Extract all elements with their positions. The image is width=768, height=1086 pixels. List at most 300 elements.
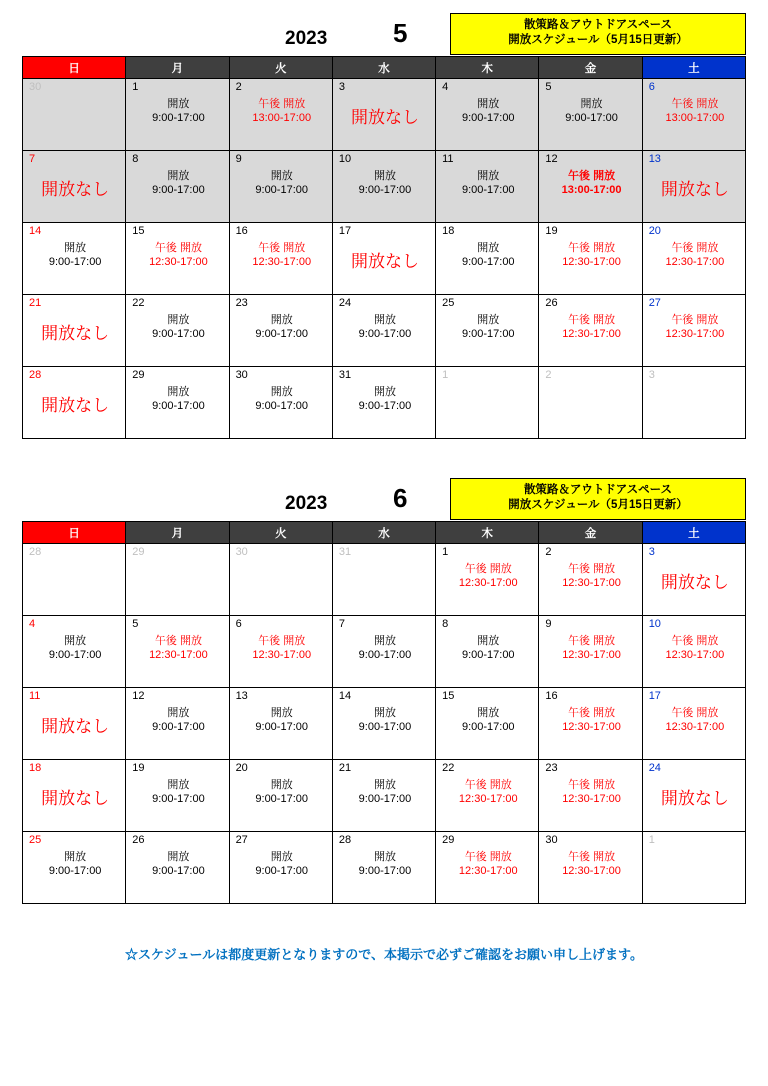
calendar-day-cell — [229, 688, 332, 760]
calendar-week-row — [23, 688, 746, 760]
calendar-week-row — [23, 151, 746, 223]
calendar-day-cell — [332, 295, 435, 367]
closed-label: 開放なし — [660, 180, 729, 199]
calendar-week-row — [23, 79, 746, 151]
weekday-header-5: 金 — [539, 57, 642, 79]
day-number: 20 — [648, 225, 661, 237]
day-number: 30 — [235, 369, 248, 381]
open-hours — [442, 169, 534, 198]
open-hours — [132, 634, 224, 663]
day-number: 1 — [648, 834, 655, 846]
calendar-spacer — [22, 439, 746, 465]
calendar-day-cell — [229, 295, 332, 367]
open-hours-line1: 開放 — [167, 98, 190, 110]
day-number: 24 — [648, 762, 661, 774]
day-number: 18 — [29, 762, 42, 774]
open-hours — [545, 850, 637, 879]
open-hours — [649, 706, 741, 735]
open-hours-line2: 9:00-17:00 — [565, 112, 618, 125]
day-number: 16 — [235, 225, 248, 237]
day-number: 30 — [235, 546, 248, 558]
open-hours-line1: 開放 — [373, 779, 396, 791]
open-hours-line2: 13:00-17:00 — [252, 112, 312, 125]
day-number: 11 — [29, 690, 41, 702]
weekday-header-6: 土 — [642, 522, 745, 544]
open-hours-line1: 開放 — [580, 98, 603, 110]
day-number: 2 — [235, 81, 242, 93]
open-hours — [29, 241, 121, 270]
open-hours-line2: 9:00-17:00 — [358, 184, 412, 197]
day-number: 26 — [132, 834, 145, 846]
day-number: 28 — [338, 834, 352, 846]
calendar-day-cell — [539, 223, 642, 295]
calendar-day-cell — [126, 616, 229, 688]
open-hours — [339, 385, 431, 414]
footnote-text: ☆スケジュールは都度更新となりますので、本掲示で必ずご確認をお願い申し上げます。 — [125, 947, 643, 962]
day-number: 1 — [132, 81, 139, 93]
calendar-day-cell — [126, 688, 229, 760]
calendar-day-cell — [23, 79, 126, 151]
calendar-day-cell — [539, 151, 642, 223]
open-hours-line2: 9:00-17:00 — [152, 184, 205, 197]
day-number: 22 — [132, 297, 145, 309]
calendar-table-june — [22, 521, 746, 904]
open-hours-line1: 開放 — [270, 386, 293, 398]
open-hours — [649, 97, 741, 126]
calendar-day-cell — [436, 760, 539, 832]
open-hours — [339, 169, 431, 198]
day-number: 27 — [648, 297, 661, 309]
calendar-week-row — [23, 295, 746, 367]
open-hours-line1: 開放 — [270, 779, 293, 791]
open-hours-line1: 開放 — [373, 170, 396, 182]
calendar-day-cell — [23, 688, 126, 760]
open-hours — [236, 169, 328, 198]
open-hours — [339, 313, 431, 342]
calendar-day-cell — [332, 223, 435, 295]
day-number: 26 — [545, 297, 558, 309]
day-number: 8 — [442, 618, 449, 630]
calendar-week-row — [23, 832, 746, 904]
open-hours-line2: 9:00-17:00 — [152, 112, 205, 125]
calendar-day-cell — [229, 223, 332, 295]
open-hours-line1: 午後 開放 — [568, 563, 616, 575]
open-hours-line2: 12:30-17:00 — [458, 865, 518, 878]
open-hours — [236, 706, 328, 735]
open-hours-line2: 12:30-17:00 — [665, 328, 725, 341]
open-hours — [442, 706, 534, 735]
weekday-header-row — [23, 57, 746, 79]
day-number: 30 — [545, 834, 558, 846]
weekday-header-4: 木 — [436, 57, 539, 79]
open-hours-line1: 午後 開放 — [464, 851, 512, 863]
day-number: 15 — [442, 690, 455, 702]
calendar-day-cell — [642, 367, 745, 439]
open-hours — [339, 850, 431, 879]
open-hours-line2: 9:00-17:00 — [255, 184, 308, 197]
open-hours-line1: 開放 — [270, 314, 293, 326]
calendar-day-cell — [126, 832, 229, 904]
open-hours-line1: 開放 — [373, 314, 396, 326]
open-hours-line2: 12:30-17:00 — [252, 256, 312, 269]
calendar-day-cell — [436, 544, 539, 616]
open-hours-line2: 9:00-17:00 — [358, 400, 412, 413]
day-number: 4 — [29, 618, 36, 630]
open-hours — [339, 706, 431, 735]
open-hours-line1: 開放 — [167, 779, 190, 791]
open-hours — [132, 706, 224, 735]
year-label-may: 2023 — [285, 28, 328, 49]
calendar-day-cell — [332, 688, 435, 760]
open-hours-line1: 午後 開放 — [671, 242, 719, 254]
open-hours-line1: 午後 開放 — [568, 779, 616, 791]
open-hours-line2: 9:00-17:00 — [461, 184, 515, 197]
open-hours — [442, 313, 534, 342]
closed-label: 開放なし — [41, 717, 110, 736]
day-number: 19 — [132, 762, 145, 774]
open-hours-line1: 開放 — [270, 707, 293, 719]
day-number: 25 — [29, 834, 42, 846]
day-number: 5 — [132, 618, 139, 630]
day-number: 21 — [338, 762, 352, 774]
open-hours — [236, 634, 328, 663]
open-hours-line2: 13:00-17:00 — [561, 184, 622, 197]
calendar-day-cell — [539, 367, 642, 439]
open-hours — [132, 97, 224, 126]
open-hours — [339, 634, 431, 663]
open-hours — [339, 778, 431, 807]
calendar-day-cell — [436, 367, 539, 439]
calendar-day-cell — [229, 544, 332, 616]
calendar-day-cell — [642, 544, 745, 616]
open-hours — [545, 241, 637, 270]
open-hours — [132, 778, 224, 807]
open-hours — [236, 385, 328, 414]
open-hours-line2: 12:30-17:00 — [562, 865, 621, 878]
open-hours — [442, 634, 534, 663]
calendar-week-row — [23, 367, 746, 439]
calendar-day-cell — [126, 544, 229, 616]
calendar-day-cell — [229, 367, 332, 439]
open-hours-line2: 9:00-17:00 — [48, 865, 102, 878]
calendar-day-cell — [642, 223, 745, 295]
open-hours-line2: 9:00-17:00 — [255, 400, 308, 413]
day-number: 6 — [235, 618, 242, 630]
weekday-header-3: 水 — [332, 57, 435, 79]
day-number: 18 — [442, 225, 455, 237]
calendar-day-cell — [332, 760, 435, 832]
open-hours — [545, 706, 637, 735]
open-hours-line2: 12:30-17:00 — [665, 721, 725, 734]
open-hours — [545, 778, 637, 807]
calendar-day-cell — [23, 151, 126, 223]
day-number: 9 — [545, 618, 552, 630]
open-hours-line2: 9:00-17:00 — [255, 865, 308, 878]
day-number: 13 — [235, 690, 248, 702]
open-hours — [236, 241, 328, 270]
day-number: 25 — [442, 297, 455, 309]
open-hours-line1: 開放 — [477, 242, 500, 254]
open-hours-line2: 9:00-17:00 — [461, 721, 515, 734]
open-hours-line1: 午後 開放 — [671, 98, 719, 110]
calendar-day-cell — [23, 295, 126, 367]
open-hours-line1: 午後 開放 — [258, 635, 306, 647]
open-hours-line2: 9:00-17:00 — [152, 721, 205, 734]
banner-line-1: 散策路＆アウトドアスペース — [523, 18, 673, 31]
calendar-day-cell — [126, 223, 229, 295]
open-hours — [442, 562, 534, 591]
calendar-day-cell — [436, 688, 539, 760]
open-hours-line1: 開放 — [64, 242, 87, 254]
open-hours-line1: 開放 — [167, 314, 190, 326]
open-hours — [132, 241, 224, 270]
open-hours-line1: 開放 — [167, 851, 190, 863]
day-number: 17 — [338, 225, 352, 237]
calendar-day-cell — [539, 832, 642, 904]
open-hours — [545, 562, 637, 591]
open-hours-line1: 午後 開放 — [154, 242, 202, 254]
day-number: 14 — [338, 690, 352, 702]
open-hours-line1: 開放 — [477, 170, 500, 182]
open-hours-line2: 9:00-17:00 — [358, 793, 412, 806]
calendar-day-cell — [436, 223, 539, 295]
open-hours-line1: 開放 — [477, 98, 500, 110]
day-number: 11 — [442, 153, 454, 165]
calendar-day-cell — [642, 760, 745, 832]
open-hours-line1: 開放 — [477, 707, 500, 719]
open-hours-line1: 開放 — [373, 707, 396, 719]
banner-line-1: 散策路＆アウトドアスペース — [523, 483, 673, 496]
day-number: 15 — [132, 225, 145, 237]
day-number: 3 — [648, 369, 655, 381]
weekday-header-5: 金 — [539, 522, 642, 544]
calendar-day-cell — [332, 616, 435, 688]
calendar-day-cell — [23, 367, 126, 439]
calendar-day-cell — [332, 151, 435, 223]
open-hours-line1: 午後 開放 — [258, 242, 306, 254]
open-hours-line1: 午後 開放 — [568, 170, 616, 182]
open-hours-line1: 午後 開放 — [568, 242, 616, 254]
open-hours-line1: 午後 開放 — [568, 314, 616, 326]
open-hours-line1: 開放 — [167, 386, 190, 398]
closed-label: 開放なし — [41, 180, 110, 199]
calendar-day-cell — [126, 151, 229, 223]
open-hours-line2: 9:00-17:00 — [358, 721, 412, 734]
day-number: 3 — [648, 546, 655, 558]
calendar-header-may — [22, 0, 746, 56]
open-hours-line2: 9:00-17:00 — [255, 721, 308, 734]
open-hours — [442, 850, 534, 879]
weekday-header-2: 火 — [229, 522, 332, 544]
open-hours — [236, 778, 328, 807]
calendar-day-cell — [23, 616, 126, 688]
day-number: 2 — [545, 546, 552, 558]
open-hours-line2: 12:30-17:00 — [149, 649, 208, 662]
calendar-day-cell — [23, 223, 126, 295]
calendar-day-cell — [332, 832, 435, 904]
closed-label: 開放なし — [41, 324, 110, 343]
open-hours-line2: 12:30-17:00 — [562, 328, 621, 341]
calendar-day-cell — [539, 295, 642, 367]
open-hours-line2: 13:00-17:00 — [665, 112, 725, 125]
calendar-day-cell — [126, 367, 229, 439]
open-hours-line2: 12:30-17:00 — [562, 721, 621, 734]
open-hours-line2: 12:30-17:00 — [252, 649, 312, 662]
open-hours-line2: 9:00-17:00 — [255, 328, 308, 341]
open-hours-line2: 9:00-17:00 — [152, 865, 205, 878]
closed-label: 開放なし — [350, 252, 419, 271]
weekday-header-0: 日 — [23, 57, 126, 79]
day-number: 23 — [545, 762, 558, 774]
day-number: 7 — [338, 618, 345, 630]
day-number: 10 — [648, 618, 661, 630]
open-hours — [649, 634, 741, 663]
open-hours-line2: 12:30-17:00 — [562, 793, 621, 806]
day-number: 23 — [235, 297, 248, 309]
calendar-day-cell — [436, 151, 539, 223]
open-hours-line2: 9:00-17:00 — [152, 328, 205, 341]
calendar-week-row — [23, 223, 746, 295]
calendar-day-cell — [436, 616, 539, 688]
open-hours-line2: 12:30-17:00 — [458, 793, 518, 806]
open-hours-line1: 開放 — [167, 707, 190, 719]
open-hours-line1: 開放 — [167, 170, 190, 182]
open-hours-line1: 開放 — [373, 635, 396, 647]
day-number: 10 — [338, 153, 352, 165]
day-number: 16 — [545, 690, 558, 702]
year-label-june: 2023 — [285, 493, 328, 514]
day-number: 6 — [648, 81, 655, 93]
day-number: 12 — [545, 153, 558, 165]
calendar-week-row — [23, 544, 746, 616]
open-hours-line1: 開放 — [64, 635, 87, 647]
day-number: 13 — [648, 153, 661, 165]
schedule-banner-june — [450, 478, 746, 520]
open-hours — [545, 169, 637, 198]
open-hours — [649, 313, 741, 342]
open-hours — [236, 313, 328, 342]
calendar-day-cell — [229, 79, 332, 151]
open-hours — [236, 850, 328, 879]
open-hours-line1: 午後 開放 — [568, 851, 616, 863]
month-label-may: 5 — [393, 18, 408, 48]
open-hours — [132, 169, 224, 198]
closed-label: 開放なし — [660, 789, 729, 808]
open-hours-line2: 9:00-17:00 — [358, 649, 412, 662]
day-number: 28 — [29, 369, 42, 381]
weekday-header-3: 水 — [332, 522, 435, 544]
day-number: 31 — [338, 369, 352, 381]
calendar-day-cell — [229, 760, 332, 832]
open-hours-line2: 9:00-17:00 — [461, 328, 515, 341]
weekday-header-row — [23, 522, 746, 544]
open-hours-line1: 午後 開放 — [154, 635, 202, 647]
closed-label: 開放なし — [41, 789, 110, 808]
open-hours — [442, 97, 534, 126]
open-hours-line1: 午後 開放 — [568, 707, 616, 719]
schedule-banner-may — [450, 13, 746, 55]
open-hours-line1: 開放 — [270, 170, 293, 182]
day-number: 3 — [338, 81, 345, 93]
day-number: 14 — [29, 225, 42, 237]
calendar-day-cell — [539, 544, 642, 616]
open-hours — [29, 634, 121, 663]
open-hours-line1: 開放 — [477, 635, 500, 647]
closed-label: 開放なし — [660, 573, 729, 592]
calendar-week-row — [23, 616, 746, 688]
open-hours — [132, 385, 224, 414]
calendar-day-cell — [332, 544, 435, 616]
calendar-day-cell — [23, 832, 126, 904]
calendar-day-cell — [23, 544, 126, 616]
open-hours-line1: 開放 — [373, 851, 396, 863]
open-hours-line2: 12:30-17:00 — [458, 577, 518, 590]
day-number: 7 — [29, 153, 36, 165]
open-hours — [442, 241, 534, 270]
day-number: 2 — [545, 369, 552, 381]
weekday-header-1: 月 — [126, 522, 229, 544]
open-hours-line2: 9:00-17:00 — [152, 400, 205, 413]
day-number: 9 — [235, 153, 242, 165]
open-hours-line2: 9:00-17:00 — [48, 256, 102, 269]
calendar-header-june — [22, 465, 746, 521]
open-hours-line2: 9:00-17:00 — [461, 112, 515, 125]
open-hours-line2: 12:30-17:00 — [562, 649, 621, 662]
weekday-header-6: 土 — [642, 57, 745, 79]
open-hours-line2: 9:00-17:00 — [48, 649, 102, 662]
day-number: 29 — [132, 546, 145, 558]
calendar-day-cell — [332, 79, 435, 151]
day-number: 1 — [442, 546, 449, 558]
open-hours — [442, 778, 534, 807]
calendar-day-cell — [539, 688, 642, 760]
open-hours-line2: 12:30-17:00 — [665, 256, 725, 269]
banner-line-2: 開放スケジュール（5月15日更新） — [508, 499, 688, 512]
day-number: 4 — [442, 81, 449, 93]
day-number: 17 — [648, 690, 661, 702]
day-number: 22 — [442, 762, 455, 774]
open-hours-line2: 9:00-17:00 — [152, 793, 205, 806]
day-number: 8 — [132, 153, 139, 165]
weekday-header-1: 月 — [126, 57, 229, 79]
calendar-day-cell — [23, 760, 126, 832]
open-hours — [236, 97, 328, 126]
calendar-day-cell — [436, 832, 539, 904]
calendar-day-cell — [126, 79, 229, 151]
open-hours-line2: 9:00-17:00 — [461, 256, 515, 269]
open-hours-line2: 12:30-17:00 — [562, 256, 621, 269]
calendar-day-cell — [642, 832, 745, 904]
calendar-day-cell — [539, 79, 642, 151]
day-number: 12 — [132, 690, 145, 702]
day-number: 24 — [338, 297, 352, 309]
day-number: 27 — [235, 834, 248, 846]
open-hours-line2: 12:30-17:00 — [149, 256, 208, 269]
weekday-header-4: 木 — [436, 522, 539, 544]
calendar-day-cell — [126, 760, 229, 832]
open-hours — [545, 313, 637, 342]
day-number: 29 — [132, 369, 145, 381]
open-hours — [545, 97, 637, 126]
calendar-day-cell — [229, 832, 332, 904]
closed-label: 開放なし — [41, 396, 110, 415]
day-number: 19 — [545, 225, 558, 237]
open-hours-line2: 9:00-17:00 — [358, 865, 412, 878]
calendar-day-cell — [642, 151, 745, 223]
open-hours-line1: 午後 開放 — [258, 98, 306, 110]
day-number: 21 — [29, 297, 42, 309]
calendar-day-cell — [436, 295, 539, 367]
